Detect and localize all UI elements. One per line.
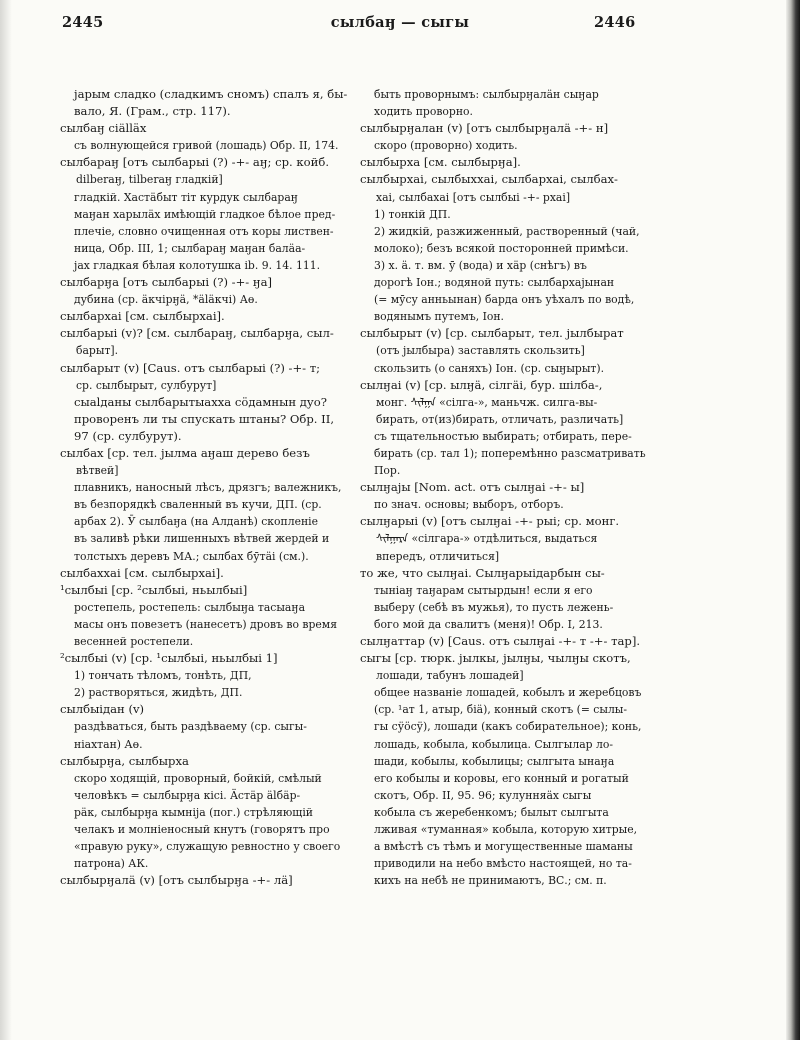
entry-text-line: быть проворнымъ: сылбырӈалäн сыӈар	[374, 88, 599, 101]
entry-text-line: (отъ jылбыра) заставлять скользить]	[376, 344, 585, 358]
entry-text-line: скотъ, Обр. II, 95. 96; кулунняäх сыгы	[374, 788, 592, 802]
entry-headword-line: сылбарыт (v) [Caus. отъ сылбарыі (?) -+- т;	[60, 360, 321, 375]
entry-headword-line: сылбырыт (v) [ср. сылбарыт, тел. jылбырат	[360, 326, 624, 341]
entry-text-line: весенней ростепели.	[74, 635, 194, 648]
entry-headword-line: сылбарыі (v)? [см. сылбараӈ, сылбарӈа, сыл-	[60, 326, 334, 341]
entry-headword-line: сылбах [ср. тел. jылма аӈаш дерево безъ	[60, 445, 310, 460]
entry-text-line: скоро (проворно) ходить.	[374, 139, 518, 153]
entry-headword-line: сылбаххаі [см. сылбырхаі].	[60, 565, 224, 580]
entry-headword-line: сылбырӈалан (v) [отъ сылбырӈалä -+- н]	[360, 121, 609, 136]
entry-text-line: (ср. ¹ат 1, атыр, біä), конный скотъ (= сылы-	[374, 703, 628, 717]
entry-headword-line: сылбараӈ [отъ сылбарыі (?) -+- аӈ; ср. койб.	[60, 155, 330, 170]
entry-headword-line: сылӈаjы [Nom. act. отъ сылӈаі -+- ы]	[360, 480, 585, 495]
entry-text-line: 97 (ср. сулбурут).	[74, 428, 182, 443]
entry-headword-line: сылӈаттар (v) [Caus. отъ сылӈаі -+- т -+- тар].	[360, 634, 641, 648]
entry-text-line: гы сӱöсӱ), лошади (какъ собирательное); конь,	[374, 720, 642, 734]
entry-headword-line: сылӈаі (v) [ср. ылӈä, сілгäі, бур. шілба-,	[360, 377, 603, 392]
right-column	[360, 86, 652, 889]
entry-text-line: раздѣваться, быть раздѣваему (ср. сыгы-	[74, 720, 307, 734]
entry-text-line: лошади, табунъ лошадей]	[376, 669, 524, 683]
entry-text-line: Пор.	[374, 464, 401, 478]
entry-text-line: патрона) АК.	[74, 857, 149, 871]
entry-text-line: ср. сылбырыт, сулбурут]	[76, 378, 217, 392]
entry-text-line: ніахтан) Аө.	[74, 737, 143, 751]
entry-headword-line: сылбырӈа, сылбырха	[60, 753, 189, 768]
entry-headword-line: сылбаӈ сіällӓх	[60, 121, 147, 136]
entry-text-line: кобыла съ жеребенкомъ; былыт сылгыта	[374, 805, 609, 819]
entry-text-line: лошадь, кобыла, кобылица. Сылгылар ло-	[374, 737, 613, 751]
left-column	[60, 86, 352, 889]
entry-text-line: молоко); безъ всякой посторонней примѣси.	[374, 241, 629, 255]
entry-text-line: выберу (себѣ въ мужья), то пусть лежень-	[374, 600, 614, 614]
entry-text-line: тыніаӈ таӈарам сытырдын! если я его	[374, 583, 593, 597]
entry-text-line: ходить проворно.	[374, 105, 473, 119]
entry-text-line: монг. ᠰᠢᠯᠭᠠ «сілга-», маньчж. силга-вы-	[376, 395, 598, 409]
entry-text-line: 2) жидкій, разжиженный, растворенный (чай,	[374, 224, 640, 238]
entry-text-line: маӈан харылäх имѣющій гладкое бѣлое пред-	[74, 207, 336, 221]
entry-text-line: 1) тонкій ДП.	[374, 207, 451, 221]
entry-text-line: дубина (ср. äкчірӈä, *äläкчі) Аө.	[74, 293, 258, 307]
entry-text-line: 3) х. ä. т. вм. ӯ (вода) и хäр (снѣгъ) въ	[374, 258, 587, 272]
entry-text-line: 2) растворяться, жидѣть, ДП.	[74, 686, 243, 700]
entry-text-line: водянымъ путемъ, Іон.	[374, 310, 504, 324]
entry-text-line: jах гладкая бѣлая колотушка ib. 9. 14. 111.	[74, 258, 321, 272]
entry-text-line: кихъ на небѣ не принимаютъ, ВС.; см. п.	[374, 874, 607, 888]
entry-text-line: а вмѣстѣ съ тѣмъ и могущественные шаманы	[374, 840, 633, 854]
entry-text-line: по знач. основы; выборъ, отборъ.	[374, 498, 564, 512]
entry-text-line: вѣтвей]	[76, 464, 119, 478]
entry-text-line: ница, Обр. III, 1; сылбараӈ маӈан балäа-	[74, 241, 306, 255]
entry-text-line: (= мӯсу анньынан) барда онъ уѣхалъ по водѣ,	[374, 293, 635, 307]
entry-headword-line: сылбырӈалä (v) [отъ сылбырӈа -+- лä]	[60, 873, 293, 888]
entry-headword-line: сылӈарыі (v) [отъ сылӈаі -+- рыі; ср. монг.	[360, 514, 620, 529]
entry-text-line: dilberaӈ, tilberaӈ гладкій]	[76, 173, 223, 187]
entry-text-line: въ безпорядкѣ сваленный въ кучи, ДП. (ср.	[74, 498, 322, 512]
entry-text-line: арбах 2). Ӯ сылбаӈа (на Алданѣ) скопленіе	[74, 515, 319, 529]
entry-headword-line: ¹сылбыі [ср. ²сылбыі, ньылбыі]	[60, 582, 248, 597]
entry-text-line: сыаlданы сылбарытыаххa сӧдамнын дуо?	[74, 394, 327, 409]
entry-headword-line: ²сылбыі (v) [ср. ¹сылбыі, ньылбыі 1]	[60, 651, 278, 666]
entry-text-line: ростепель, ростепель: сылбыӈа тасыаӈа	[74, 600, 305, 614]
entry-text-line: гладкій. Хастäбыт тіт курдук сылбараӈ	[74, 190, 298, 204]
entry-headword-line: сылбырхаі, сылбыххаі, сылбархаі, сылбах-	[360, 172, 618, 187]
scan-right-edge	[786, 0, 800, 1040]
entry-text-line: 1) тончать тѣломъ, тонѣть, ДП,	[74, 669, 252, 683]
entry-text-line: ᠰᠢᠯᠭᠠᠷᠠ «сілгара-» отдѣлиться, выдаться	[376, 532, 598, 546]
entry-text-line: человѣкъ = сылбырӈа кісі. Äстäр älбäр-	[74, 788, 301, 802]
entry-text-line: то же, что сылӈаі. Сылӈарыідарбын сы-	[360, 565, 605, 580]
entry-text-line: впередъ, отличиться]	[376, 549, 500, 563]
entry-headword-line: сылбархаі [см. сылбырхаі].	[60, 309, 225, 324]
entry-text-line: дорогѣ Іон.; водяной путь: сылбархаjынан	[374, 276, 615, 290]
entry-headword-line: сыгы [ср. тюрк. jылкы, jылӈы, чылӈы скотъ,	[360, 651, 631, 666]
running-title: сылбаӈ — сыгы	[330, 14, 470, 31]
entry-headword-line: сылбыідан (v)	[60, 702, 145, 717]
entry-text-line: вало, Я. (Грам., стр. 117).	[74, 104, 231, 119]
entry-text-line: толстыхъ деревъ МА.; сылбах бӯтäі (см.).	[74, 549, 309, 563]
entry-text-line: рäк, сылбырӈа кымніjа (пог.) стрѣляющій	[74, 805, 313, 819]
entry-text-line: масы онъ повезетъ (нанесетъ) дровъ во время	[74, 617, 338, 631]
scan-left-edge	[0, 0, 12, 1040]
entry-text-line: приводили на небо вмѣсто настоящей, но та-	[374, 857, 632, 871]
entry-text-line: проворенъ ли ты спускать штаны? Обр. II,	[74, 411, 334, 426]
entry-text-line: плечіе, словно очищенная отъ коры листвен-	[74, 224, 334, 238]
entry-text-line: «правую руку», служащую ревностно у своего	[74, 840, 341, 854]
entry-text-line: бирать, от(из)бирать, отличать, различать]	[376, 412, 624, 426]
entry-text-line: общее названіе лошадей, кобылъ и жеребцовъ	[374, 686, 642, 700]
entry-text-line: бого мой да свалитъ (меня)! Обр. I, 213.	[374, 617, 603, 631]
entry-text-line: бирать (ср. тал 1); поперемѣнно разсматривать	[374, 446, 646, 460]
page-header	[0, 14, 800, 38]
entry-headword-line: сылбарӈа [отъ сылбарыі (?) -+- ӈа]	[60, 275, 273, 290]
entry-text-line: лживая «туманная» кобыла, которую хитрые,	[374, 823, 638, 837]
right-page-number: 2446	[594, 14, 636, 31]
entry-text-line: скользить (о саняхъ) Іон. (ср. сыӈырыт).	[374, 361, 605, 375]
entry-text-line: съ волнующейся гривой (лошадь) Обр. II, 174.	[74, 139, 339, 153]
entry-text-line: скоро ходящій, проворный, бойкій, смѣлый	[74, 771, 322, 785]
entry-text-line: jарым сладко (сладкимъ сномъ) спалъ я, бы-	[74, 87, 348, 101]
entry-text-line: его кобылы и коровы, его конный и рогатый	[374, 771, 629, 785]
entry-text-line: съ тщательностью выбирать; отбирать, пере-	[374, 429, 632, 443]
entry-text-line: барыт].	[76, 344, 119, 358]
entry-headword-line: сылбырха [см. сылбырӈа].	[360, 155, 521, 170]
entry-text-line: плавникъ, наносный лѣсъ, дрязгъ; валежникъ,	[74, 481, 342, 495]
entry-text-line: хаі, сылбахаі [отъ сылбыі -+- рхаі]	[376, 190, 571, 204]
entry-text-line: въ заливѣ рѣки лишенныхъ вѣтвей жердей и	[74, 532, 330, 546]
left-page-number: 2445	[62, 14, 104, 31]
entry-text-line: шади, кобылы, кобылицы; сылгыта ынаӈа	[374, 754, 615, 768]
entry-text-line: челакъ и молніеносный кнутъ (говорятъ про	[74, 823, 330, 837]
